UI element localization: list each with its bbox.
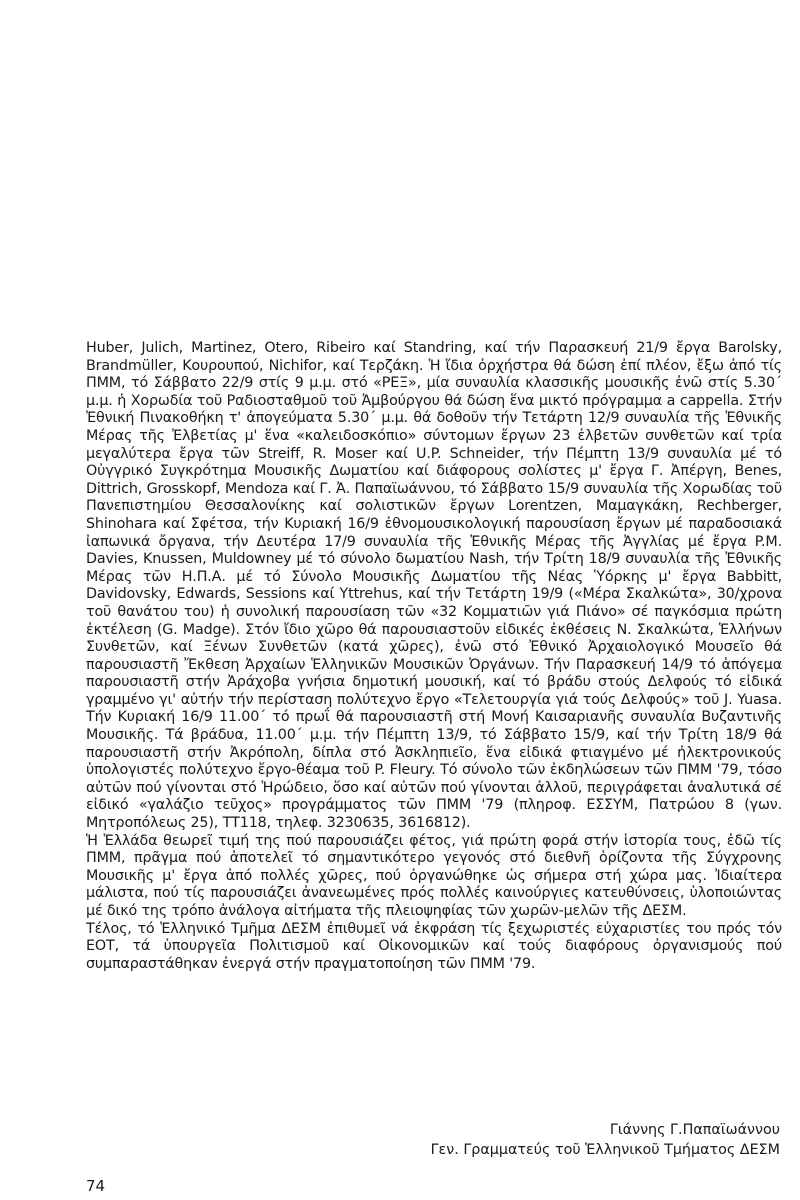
signature-block bbox=[80, 1120, 780, 1160]
article-paragraph-1: Huber, Julich, Martinez, Otero, Ribeiro καί Standring, καί τήν Παρασκευή 21/9 ἔργα Barolsky, Brandmüller, Κουρουπού, Nichifor, καί Τερζάκη. Ἡ ἴδια ὀρχήστρα θά δώση ἐπί πλέον, ἔξω ἀπό τίς ΠΜΜ, τό Σάββατο 22/9 στίς 9 μ.μ. στό «ΡΕΞ», μία συναυλία κλασσικῆς μουσικῆς ἐνῶ στίς 5.30΄ μ.μ. ἡ Χορωδία τοῦ Ραδιοσταθμοῦ τοῦ Ἀμβούργου θά δώση ἕνα μικτό πρόγραμμα a cappella. Στήν Ἐθνική Πινακοθήκη τ' ἀπογεύματα 5.30΄ μ.μ. θά δοθοῦν τήν Τετάρτη 12/9 συναυλία τῆς Ἐθνικῆς Μέρας τῆς Ἐλβετίας μ' ἕνα «καλειδοσκόπιο» σύντομων ἔργων 23 ἐλβετῶν συνθετῶν καί τρία μεγαλύτερα ἔργα τῶν Streiff, R. Moser καί U.P. Schneider, τήν Πέμπτη 13/9 συναυλία μέ τό Οὐγγρικό Συγκρότημα Μουσικῆς Δωματίου καί διάφορους σολίστες μ' ἔργα Γ. Ἀπέργη, Benes, Dittrich, Grosskopf, Mendoza καί Γ. Ἀ. Παπαϊωάννου, τό Σάββατο 15/9 συναυλία τῆς Χορωδίας τοῦ Πανεπιστημίου Θεσσαλονίκης καί σολιστικῶν ἔργων Lorentzen, Μαμαγκάκη, Rechberger, Shinohara καί Σφέτσα, τήν Κυριακή 16/9 ἐθνομουσικολογική παρουσίαση ἔργων μέ παραδοσιακά ἰαπωνικά ὄργανα, τήν Δευτέρα 17/9 συναυλία τῆς Ἐθνικῆς Μέρας τῆς Ἀγγλίας μέ ἔργα P.M. Davies, Knussen, Muldowney μέ τό σύνολο δωματίου Nash, τήν Τρίτη 18/9 συναυλία τῆς Ἐθνικῆς Μέρας τῶν Η.Π.Α. μέ τό Σύνολο Μουσικῆς Δωματίου τῆς Νέας Ὑόρκης μ' ἔργα Babbitt, Davidovsky, Edwards, Sessions καί Yttrehus, καί τήν Τετάρτη 19/9 («Μέρα Σκαλκώτα», 30/χρονα τοῦ θανάτου του) ἡ συνολική παρουσίαση τῶν «32 Κομματιῶν γιά Πιάνο» σέ παγκόσμια πρώτη ἐκτέλεση (G. Madge). Στόν ἴδιο χῶρο θά παρουσιαστοῦν εἰδικές ἐκθέσεις Ν. Σκαλκώτα, Ἑλλήνων Συνθετῶν, καί Ξένων Συνθετῶν (κατά χῶρες), ἐνῶ στό Ἐθνικό Ἀρχαιολογικό Μουσεῖο θά παρουσιαστῆ Ἔκθεση Ἀρχαίων Ἑλληνικῶν Μουσικῶν Ὀργάνων. Τήν Παρασκευή 14/9 τό ἀπόγεμα παρουσιαστῆ στήν Ἀράχοβα γνήσια δημοτική μουσική, καί τό βράδυ στούς Δελφούς τό εἰδικά γραμμένο γι' αὐτήν τήν περίσταση πολύτεχνο ἔργο «Τελετουργία γιά τούς Δελφούς» τοῦ J. Yuasa. Τήν Κυριακή 16/9 11.00΄ τό πρωΐ θά παρουσιαστῆ στή Μονή Καισαριανῆς συναυλία Βυζαντινῆς Μουσικῆς. Τά βράδυα, 11.00΄ μ.μ. τήν Πέμπτη 13/9, τό Σάββατο 15/9, καί τήν Τρίτη 18/9 θά παρουσιαστῆ στήν Ἀκρόπολη, δίπλα στό Ἀσκληπιεῖο, ἕνα εἰδικά φτιαγμένο μέ ἠλεκτρονικούς ὑπολογιστές πολύτεχνο ἔργο-θέαμα τοῦ P. Fleury. Τό σύνολο τῶν ἐκδηλώσεων τῶν ΠΜΜ '79, τόσο αὐτῶν πού γίνονται στό Ἡρώδειο, ὅσο καί αὐτῶν πού γίνονται ἀλλοῦ, περιγράφεται ἀναλυτικά σέ εἰδικό «γαλάζιο τεῦχος» προγράμματος τῶν ΠΜΜ '79 (πληροφ. ΕΣΣΥΜ, Πατρώου 8 (γων. Μητροπόλεως 25), ΤΤ118, τηλεφ. 3230635, 3616812). bbox=[86, 340, 782, 832]
article-paragraph-3: Τέλος, τό Ἑλληνικό Τμῆμα ΔΕΣΜ ἐπιθυμεῖ νά ἐκφράση τίς ξεχωριστές εὐχαριστίες του πρός τόν ΕΟΤ, τά ὑπουργεῖα Πολιτισμοῦ καί Οἰκονομικῶν καί τούς διαφόρους ὀργανισμούς πού συμπαραστάθηκαν ἐνεργά στήν πραγματοποίηση τῶν ΠΜΜ '79. bbox=[86, 920, 782, 972]
page-number: 74 bbox=[86, 1177, 106, 1195]
article-body bbox=[86, 340, 782, 973]
signature-title: Γεν. Γραμματεύς τοῦ Ἑλληνικοῦ Τμήματος ΔΕΣΜ bbox=[430, 1142, 780, 1158]
article-paragraph-2: Ἡ Ἑλλάδα θεωρεῖ τιμή της πού παρουσιάζει φέτος, γιά πρώτη φορά στήν ἱστορία τους, ἐδῶ τίς ΠΜΜ, πρᾶγμα πού ἀποτελεῖ τό σημαντικότερο γεγονός στό διεθνῆ ὁρίζοντα τῆς Σύγχρονης Μουσικῆς μ' ἔργα ἀπό πολλές χῶρες, πού ὀργανώθηκε ὡς σήμερα στή χώρα μας. Ἰδιαίτερα μάλιστα, πού τίς παρουσιάζει ἀνανεωμένες πρός πολλές καινούργιες κατευθύνσεις, ὑλοποιώντας μέ δικό της τρόπο ἀνάλογα αἰτήματα τῆς πλειοψηφίας τῶν χωρῶν-μελῶν τῆς ΔΕΣΜ. bbox=[86, 832, 782, 919]
signature-name: Γιάννης Γ.Παπαϊωάννου bbox=[609, 1122, 780, 1138]
